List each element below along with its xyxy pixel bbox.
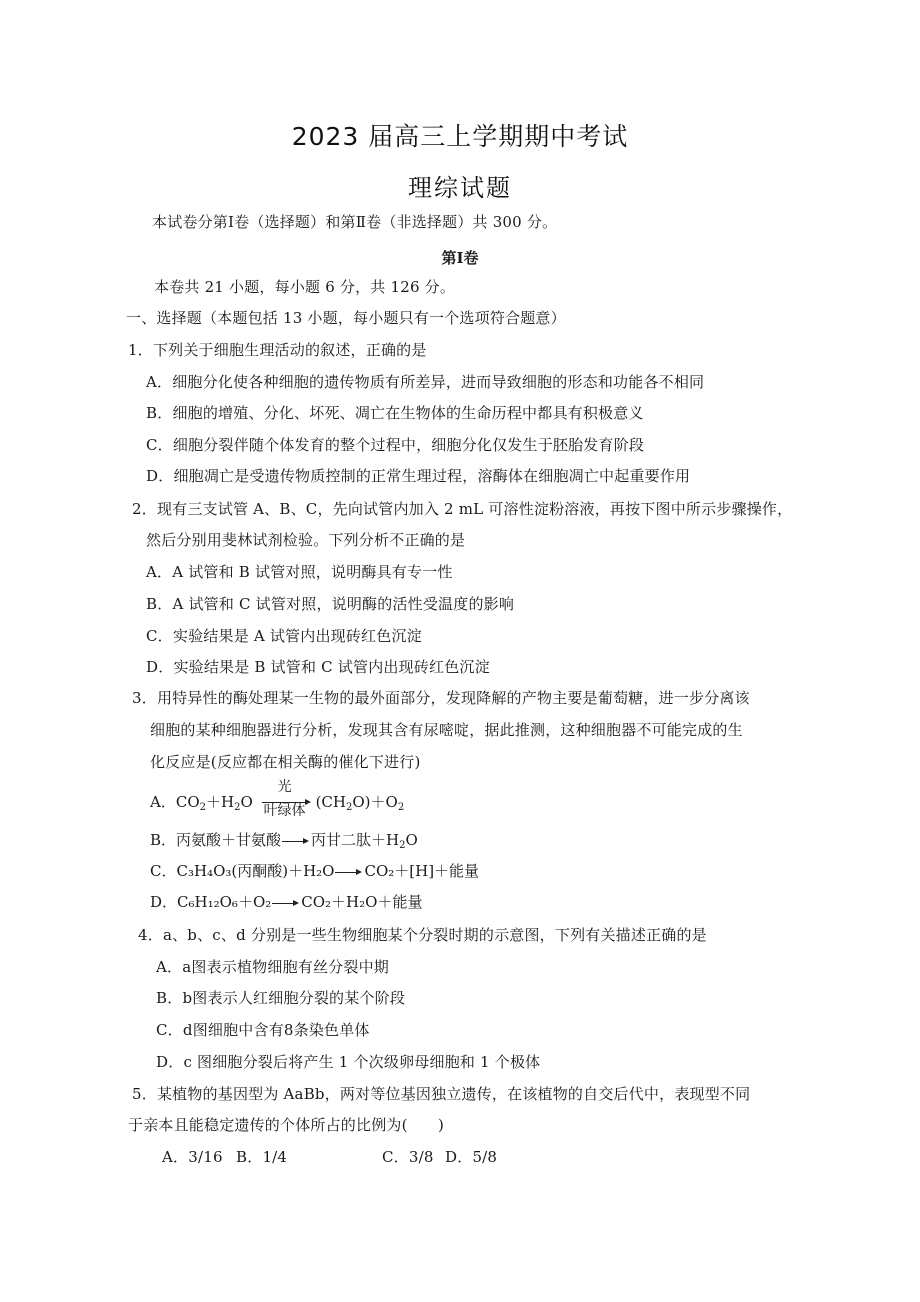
option-label: D． <box>146 658 174 676</box>
option-c[interactable] <box>156 1020 370 1040</box>
formula-part: O <box>405 831 418 849</box>
question-3-stem-line-2: 细胞的某种细胞器进行分析，发现其含有尿嘧啶，据此推测，这种细胞器不可能完成的生 <box>150 721 743 739</box>
option-label: B． <box>146 404 173 422</box>
option-a[interactable] <box>150 779 405 819</box>
option-text: 3/8 <box>408 1148 434 1166</box>
option-a[interactable] <box>146 372 704 392</box>
question-number: 5． <box>132 1085 157 1103</box>
option-text: A 试管和 C 试管对照，说明酶的活性受温度的影响 <box>172 595 515 613</box>
reaction-arrow-icon <box>282 835 310 847</box>
exam-intro: 本试卷分第Ⅰ卷（选择题）和第Ⅱ卷（非选择题）共 300 分。 <box>152 213 558 231</box>
option-text: d图细胞中含有8条染色单体 <box>182 1021 370 1039</box>
formula-subscript: 2 <box>199 802 206 813</box>
formula-part: O)＋O <box>352 793 398 811</box>
option-a[interactable] <box>162 1147 223 1167</box>
option-label: A． <box>146 373 173 391</box>
option-text: 细胞分化使各种细胞的遗传物质有所差异，进而导致细胞的形态和功能各不相同 <box>172 373 705 391</box>
formula-part: (CH <box>315 793 346 811</box>
option-text: A 试管和 B 试管对照，说明酶具有专一性 <box>172 563 453 581</box>
option-text: 3/16 <box>188 1148 223 1166</box>
option-label: A． <box>162 1148 189 1166</box>
option-label: D． <box>146 467 174 485</box>
option-a[interactable] <box>146 562 453 582</box>
option-label: B． <box>156 989 183 1007</box>
option-label: D． <box>150 893 178 911</box>
formula-subscript: 2 <box>345 802 353 813</box>
formula-rhs: CO₂＋H₂O＋能量 <box>301 893 423 911</box>
option-label: A． <box>156 958 183 976</box>
formula-subscript: 2 <box>234 802 241 813</box>
exam-subtitle: 理综试题 <box>408 174 512 202</box>
question-number: 4． <box>138 926 163 944</box>
option-label: C． <box>156 1021 183 1039</box>
option-c[interactable] <box>382 1147 434 1167</box>
option-a[interactable] <box>156 957 389 977</box>
option-label: C． <box>382 1148 409 1166</box>
formula-subscript: 2 <box>399 840 406 851</box>
question-text: 下列关于细胞生理活动的叙述，正确的是 <box>152 341 427 359</box>
question-text: 用特异性的酶处理某一生物的最外面部分，发现降解的产物主要是葡萄糖，进一步分离该 <box>156 689 750 707</box>
option-label: A． <box>150 793 176 811</box>
option-b[interactable] <box>150 830 418 850</box>
formula-rhs: 丙甘二肽＋H <box>311 831 400 849</box>
formula-rhs: CO₂＋[H]＋能量 <box>364 862 480 880</box>
reaction-arrow-icon <box>262 779 312 819</box>
formula-part: ＋H <box>206 793 235 811</box>
option-b[interactable] <box>156 988 405 1008</box>
option-c[interactable] <box>146 626 422 646</box>
formula-lhs: C₆H₁₂O₆＋O₂ <box>177 893 272 911</box>
question-4-stem <box>138 925 707 945</box>
option-d[interactable] <box>156 1052 540 1072</box>
option-text: 1/4 <box>262 1148 288 1166</box>
formula-part: O <box>240 793 253 811</box>
option-d[interactable] <box>146 466 690 486</box>
question-3-stem-line-3: 化反应是(反应都在相关酶的催化下进行) <box>150 753 421 771</box>
question-2-stem-line-1 <box>132 499 792 519</box>
option-b[interactable] <box>146 403 644 423</box>
option-c[interactable] <box>146 435 644 455</box>
reaction-condition-above: 光 <box>277 779 292 795</box>
section-note: 本卷共 21 小题，每小题 6 分，共 126 分。 <box>154 278 456 296</box>
reaction-arrow-icon <box>335 866 363 878</box>
option-d[interactable] <box>146 657 490 677</box>
question-number: 3． <box>132 689 157 707</box>
question-text: a、b、c、d 分别是一些生物细胞某个分裂时期的示意图，下列有关描述正确的是 <box>162 926 707 944</box>
exam-title: 2023 届高三上学期期中考试 <box>291 122 629 151</box>
formula-lhs: 丙氨酸＋甘氨酸 <box>176 831 282 849</box>
question-5-stem-line-2: 于亲本且能稳定遗传的个体所占的比例为( ) <box>128 1116 445 1134</box>
question-number: 1． <box>128 341 153 359</box>
option-label: A． <box>146 563 173 581</box>
question-number: 2． <box>132 500 157 518</box>
option-label: B． <box>146 595 173 613</box>
option-label: C． <box>150 862 177 880</box>
section-title: 第Ⅰ卷 <box>441 249 479 267</box>
option-label: B． <box>236 1148 263 1166</box>
reaction-arrow-icon <box>272 897 300 909</box>
question-text: 某植物的基因型为 AaBb，两对等位基因独立遗传，在该植物的自交后代中，表现型不同 <box>156 1085 751 1103</box>
option-label: B． <box>150 831 177 849</box>
formula-subscript: 2 <box>397 802 405 813</box>
option-text: 细胞分裂伴随个体发育的整个过程中，细胞分化仅发生于胚胎发育阶段 <box>172 436 645 454</box>
formula-lhs: C₃H₄O₃(丙酮酸)＋H₂O <box>176 862 335 880</box>
part-heading: 一、选择题（本题包括 13 小题，每小题只有一个选项符合题意） <box>126 309 566 327</box>
option-d[interactable] <box>150 892 422 912</box>
question-2-stem-line-2: 然后分别用斐林试剂检验。下列分析不正确的是 <box>146 531 466 549</box>
option-text: 实验结果是 A 试管内出现砖红色沉淀 <box>172 627 422 645</box>
option-d[interactable] <box>445 1147 497 1167</box>
option-text: 细胞的增殖、分化、坏死、凋亡在生物体的生命历程中都具有积极意义 <box>172 404 644 422</box>
question-5-stem-line-1 <box>132 1084 750 1104</box>
option-b[interactable] <box>146 594 514 614</box>
option-text: b图表示人红细胞分裂的某个阶段 <box>182 989 406 1007</box>
option-text: 细胞凋亡是受遗传物质控制的正常生理过程，溶酶体在细胞凋亡中起重要作用 <box>173 467 691 485</box>
option-label: C． <box>146 627 173 645</box>
option-text: a图表示植物细胞有丝分裂中期 <box>182 958 389 976</box>
formula-part: CO <box>175 793 200 811</box>
question-3-stem-line-1 <box>132 688 750 708</box>
option-text: c 图细胞分裂后将产生 1 个次级卵母细胞和 1 个极体 <box>183 1053 541 1071</box>
reaction-condition-below: 叶绿体 <box>263 803 306 819</box>
option-b[interactable] <box>236 1147 287 1167</box>
option-label: D． <box>445 1148 473 1166</box>
option-text: 实验结果是 B 试管和 C 试管内出现砖红色沉淀 <box>173 658 490 676</box>
question-text: 现有三支试管 A、B、C，先向试管内加入 2 mL 可溶性淀粉溶液，再按下图中所示步骤操作， <box>156 500 793 518</box>
option-text: 5/8 <box>472 1148 498 1166</box>
option-c[interactable] <box>150 861 479 881</box>
option-label: D． <box>156 1053 184 1071</box>
option-label: C． <box>146 436 173 454</box>
question-1-stem <box>128 340 427 360</box>
